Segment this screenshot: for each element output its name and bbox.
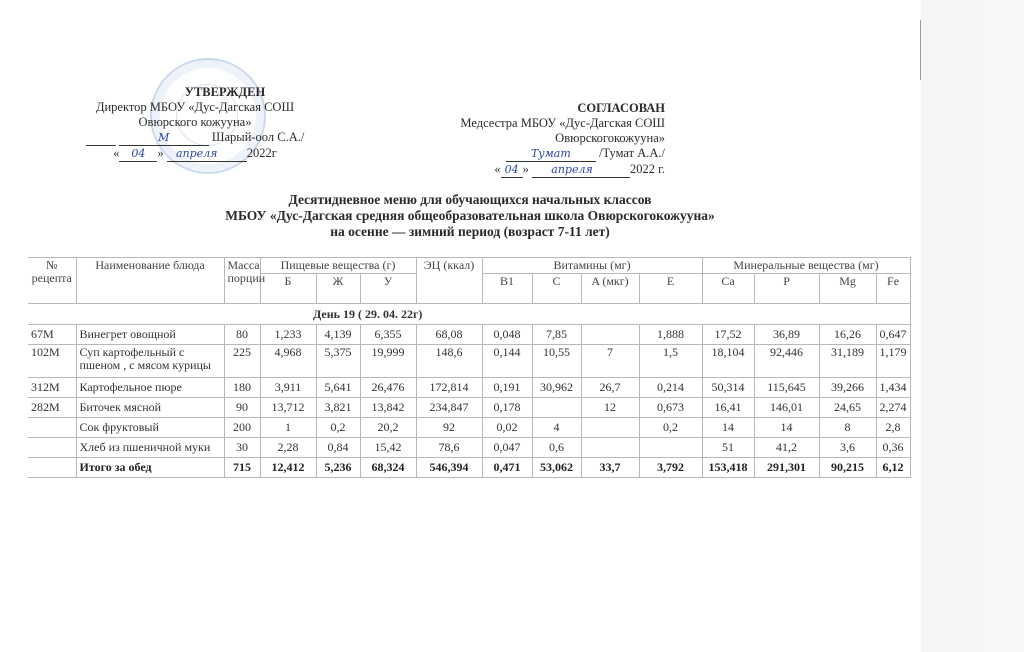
cell-vit-c: 7,85	[532, 325, 581, 345]
agreement-month: апреля	[532, 162, 612, 178]
cell-vit-b1: 0,178	[482, 398, 532, 418]
cell-vit-a	[581, 325, 639, 345]
cell-carbs: 6,355	[360, 325, 416, 345]
cell-carbs: 13,842	[360, 398, 416, 418]
cell-vit-e: 0,673	[639, 398, 702, 418]
header-c: C	[532, 274, 581, 304]
cell-min-fe: 6,12	[876, 458, 910, 478]
agreement-signature-line	[440, 146, 665, 162]
cell-fat: 5,641	[316, 378, 360, 398]
header-ca: Ca	[702, 274, 754, 304]
header-b1: B1	[482, 274, 532, 304]
cell-recipe-code	[28, 438, 76, 458]
agreement-date: « 04 » апреля 2022 г.	[494, 162, 665, 176]
cell-vit-c: 30,962	[532, 378, 581, 398]
menu-table	[28, 257, 911, 478]
cell-fat: 0,2	[316, 418, 360, 438]
cell-min-mg: 90,215	[819, 458, 876, 478]
agreement-signature: Тумат	[506, 146, 596, 162]
agreement-title: СОГЛАСОВАН	[577, 101, 665, 115]
header-nutrients: Пищевые вещества (г)	[260, 258, 416, 274]
agreement-line1: Медсестра МБОУ «Дус-Дагская СОШ	[460, 116, 665, 130]
cell-min-mg: 16,26	[819, 325, 876, 345]
cell-min-ca: 18,104	[702, 345, 754, 378]
cell-vit-a	[581, 418, 639, 438]
cell-min-p: 36,89	[754, 325, 819, 345]
cell-vit-b1: 0,047	[482, 438, 532, 458]
cell-portion-mass: 90	[224, 398, 260, 418]
cell-fat: 4,139	[316, 325, 360, 345]
cell-vit-e: 3,792	[639, 458, 702, 478]
total-row	[28, 458, 910, 478]
cell-vit-e: 0,214	[639, 378, 702, 398]
header-p: P	[754, 274, 819, 304]
cell-min-mg: 39,266	[819, 378, 876, 398]
cell-vit-a: 12	[581, 398, 639, 418]
approval-year: 2022г	[246, 146, 277, 160]
cell-dish-name: Итого за обед	[76, 458, 224, 478]
cell-fat: 0,84	[316, 438, 360, 458]
cell-min-ca: 14	[702, 418, 754, 438]
cell-vit-b1: 0,144	[482, 345, 532, 378]
title-line3: на осенне — зимний период (возраст 7-11 лет)	[330, 224, 610, 239]
scan-page-edge	[921, 0, 1024, 652]
title-line1: Десятидневное меню для обучающихся начальных классов	[288, 192, 652, 207]
cell-carbs: 15,42	[360, 438, 416, 458]
cell-min-fe: 0,36	[876, 438, 910, 458]
approval-month: апреля	[167, 146, 227, 162]
cell-dish-name: Хлеб из пшеничной муки	[76, 438, 224, 458]
cell-min-p: 41,2	[754, 438, 819, 458]
cell-min-p: 146,01	[754, 398, 819, 418]
cell-vit-a: 26,7	[581, 378, 639, 398]
cell-min-mg: 8	[819, 418, 876, 438]
cell-vit-c: 10,55	[532, 345, 581, 378]
cell-vit-a: 7	[581, 345, 639, 378]
cell-portion-mass: 225	[224, 345, 260, 378]
header-row-1	[28, 258, 910, 274]
cell-min-ca: 16,41	[702, 398, 754, 418]
cell-vit-c	[532, 398, 581, 418]
cell-fat: 5,375	[316, 345, 360, 378]
cell-energy: 234,847	[416, 398, 482, 418]
header-mg: Mg	[819, 274, 876, 304]
header-carbs: У	[360, 274, 416, 304]
cell-vit-e: 1,5	[639, 345, 702, 378]
cell-vit-c: 4	[532, 418, 581, 438]
cell-recipe-code	[28, 418, 76, 438]
header-energy: ЭЦ (ккал)	[416, 258, 482, 304]
cell-dish-name: Суп картофельный с пшеном , с мясом курицы	[76, 345, 224, 378]
cell-protein: 3,911	[260, 378, 316, 398]
cell-min-p: 14	[754, 418, 819, 438]
approval-date: « 04 » апреля 2022г	[113, 146, 277, 160]
cell-min-mg: 3,6	[819, 438, 876, 458]
cell-energy: 546,394	[416, 458, 482, 478]
menu-table-body	[28, 304, 910, 478]
cell-min-fe: 0,647	[876, 325, 910, 345]
cell-min-ca: 153,418	[702, 458, 754, 478]
cell-portion-mass: 200	[224, 418, 260, 438]
cell-protein: 4,968	[260, 345, 316, 378]
cell-vit-e: 1,888	[639, 325, 702, 345]
header-dish-name: Наименование блюда	[76, 258, 224, 304]
cell-carbs: 19,999	[360, 345, 416, 378]
cell-vit-e	[639, 438, 702, 458]
cell-protein: 13,712	[260, 398, 316, 418]
cell-vit-e: 0,2	[639, 418, 702, 438]
approval-signer: Шарый-оол С.А./	[211, 130, 305, 144]
cell-portion-mass: 80	[224, 325, 260, 345]
table-row	[28, 438, 910, 458]
cell-fat: 5,236	[316, 458, 360, 478]
cell-recipe-code: 102М	[28, 345, 76, 378]
header-vitamins: Витамины (мг)	[482, 258, 702, 274]
cell-min-p: 291,301	[754, 458, 819, 478]
cell-min-p: 92,446	[754, 345, 819, 378]
day-label: День 19 ( 29. 04. 22г)	[28, 304, 910, 325]
cell-min-fe: 2,8	[876, 418, 910, 438]
cell-carbs: 68,324	[360, 458, 416, 478]
cell-min-fe: 1,434	[876, 378, 910, 398]
approval-line2: Овюрского кожууна»	[138, 115, 252, 129]
cell-recipe-code: 312М	[28, 378, 76, 398]
cell-energy: 78,6	[416, 438, 482, 458]
cell-protein: 1,233	[260, 325, 316, 345]
table-row	[28, 345, 910, 378]
cell-energy: 68,08	[416, 325, 482, 345]
table-row	[28, 398, 910, 418]
cell-fat: 3,821	[316, 398, 360, 418]
header-e: E	[639, 274, 702, 304]
cell-recipe-code	[28, 458, 76, 478]
cell-carbs: 20,2	[360, 418, 416, 438]
cell-energy: 172,814	[416, 378, 482, 398]
cell-min-ca: 50,314	[702, 378, 754, 398]
cell-dish-name: Винегрет овощной	[76, 325, 224, 345]
agreement-line2: Овюрскогокожууна»	[555, 131, 665, 145]
cell-min-p: 115,645	[754, 378, 819, 398]
header-minerals: Минеральные вещества (мг)	[702, 258, 910, 274]
approval-day: 04	[119, 146, 157, 162]
document-title	[160, 192, 780, 240]
table-row	[28, 378, 910, 398]
cell-vit-b1: 0,048	[482, 325, 532, 345]
header-portion-mass: Масса порции	[224, 258, 260, 304]
header-a: A (мкг)	[581, 274, 639, 304]
cell-recipe-code: 67М	[28, 325, 76, 345]
blank-line	[612, 162, 630, 178]
cell-energy: 148,6	[416, 345, 482, 378]
title-line2: МБОУ «Дус-Дагская средняя общеобразовательная школа Овюрскогокожууна»	[225, 208, 715, 223]
header-recipe-no: № рецепта	[28, 258, 76, 304]
cell-protein: 2,28	[260, 438, 316, 458]
table-row	[28, 325, 910, 345]
table-row	[28, 418, 910, 438]
cell-min-mg: 24,65	[819, 398, 876, 418]
cell-vit-a: 33,7	[581, 458, 639, 478]
header-protein: Б	[260, 274, 316, 304]
cell-vit-c: 53,062	[532, 458, 581, 478]
cell-portion-mass: 30	[224, 438, 260, 458]
agreement-block	[440, 101, 665, 178]
cell-protein: 1	[260, 418, 316, 438]
cell-carbs: 26,476	[360, 378, 416, 398]
approval-line1: Директор МБОУ «Дус-Дагская СОШ	[95, 100, 295, 114]
cell-protein: 12,412	[260, 458, 316, 478]
approval-title: УТВЕРЖДЕН	[184, 85, 266, 99]
blank-line	[227, 146, 247, 162]
cell-dish-name: Биточек мясной	[76, 398, 224, 418]
cell-recipe-code: 282М	[28, 398, 76, 418]
day-row	[28, 304, 910, 325]
approval-signature: М	[119, 130, 209, 146]
cell-vit-a	[581, 438, 639, 458]
cell-min-fe: 1,179	[876, 345, 910, 378]
blank-line	[86, 130, 116, 146]
cell-min-mg: 31,189	[819, 345, 876, 378]
cell-portion-mass: 180	[224, 378, 260, 398]
cell-dish-name: Сок фруктовый	[76, 418, 224, 438]
approval-block	[60, 85, 330, 162]
header-fat: Ж	[316, 274, 360, 304]
scan-edge-line	[920, 20, 921, 80]
agreement-day: 04	[501, 162, 523, 178]
cell-min-fe: 2,274	[876, 398, 910, 418]
cell-min-ca: 17,52	[702, 325, 754, 345]
agreement-signer: /Тумат А.А./	[599, 146, 665, 160]
cell-vit-b1: 0,191	[482, 378, 532, 398]
cell-vit-c: 0,6	[532, 438, 581, 458]
cell-vit-b1: 0,471	[482, 458, 532, 478]
cell-energy: 92	[416, 418, 482, 438]
cell-vit-b1: 0,02	[482, 418, 532, 438]
agreement-year: 2022 г.	[630, 162, 665, 176]
cell-dish-name: Картофельное пюре	[76, 378, 224, 398]
cell-portion-mass: 715	[224, 458, 260, 478]
cell-min-ca: 51	[702, 438, 754, 458]
approval-signature-line	[60, 130, 330, 146]
header-fe: Fe	[876, 274, 910, 304]
